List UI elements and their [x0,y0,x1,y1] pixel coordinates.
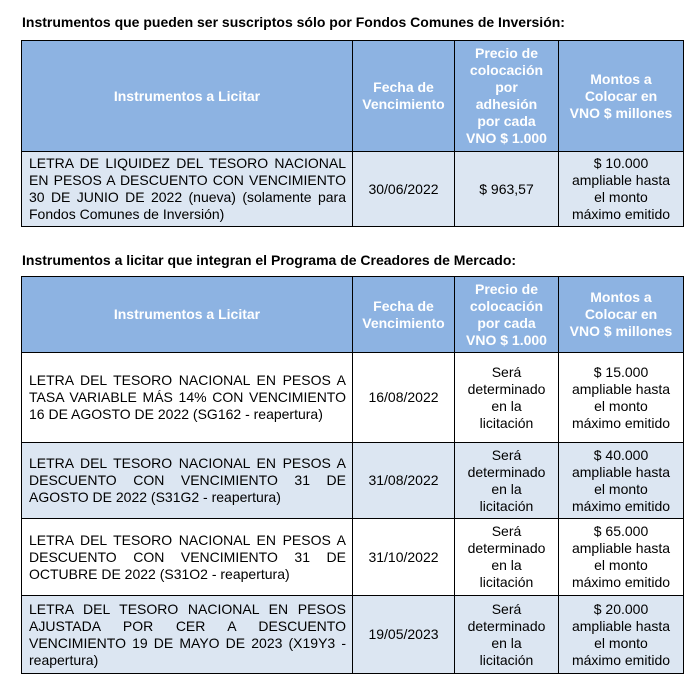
maturity-date: 16/08/2022 [353,353,455,443]
amount-line: máximo emitido [571,574,671,590]
placement-amount [559,519,684,596]
amount-line: el monto [594,634,648,651]
amount-line: ampliable hasta [571,540,671,556]
maturity-date: 30/06/2022 [353,152,455,227]
header-price-line: Precio de [474,280,539,297]
table-row [22,596,684,674]
header-price-line: Precio de [474,45,539,61]
maturity-date: 31/08/2022 [353,443,455,519]
placement-price [455,353,559,443]
header-amount-line: Montos a [590,289,652,305]
table-row [22,519,684,596]
placement-price [455,596,559,674]
amount-line: el monto [594,557,648,573]
table-header-row [22,41,684,152]
header-price-line: VNO $ 1.000 [466,331,547,348]
header-amount-line: Colocar en [584,87,658,104]
price-line: licitación [479,574,534,590]
price-line: determinado [467,380,546,397]
amount-line: el monto [594,397,648,414]
instrument-description: LETRA DEL TESORO NACIONAL EN PESOS A DESCUENTO CON VENCIMIENTO 31 DE AGOSTO DE 2022 (S31G2 - reapertura) [22,443,353,519]
header-price-line: por [495,79,518,95]
amount-line: $ 65.000 [593,523,649,539]
maturity-date: 31/10/2022 [353,519,455,596]
header-maturity-line: Fecha de [373,79,434,95]
header-amount-line: VNO $ millones [569,104,673,121]
price-line: determinado [467,540,546,556]
header-price-line: por cada [477,113,536,129]
amount-line: el monto [594,480,648,497]
header-maturity-line: Vencimiento [362,96,445,112]
instrument-description: LETRA DEL TESORO NACIONAL EN PESOS A TASA VARIABLE MÁS 14% CON VENCIMIENTO 16 DE AGOSTO DE 2022 (SG162 - reapertura) [22,353,353,443]
header-price-line: VNO $ 1.000 [466,130,547,146]
header-price-line: colocación [469,62,544,78]
header-maturity [353,277,455,353]
amount-line: $ 40.000 [593,446,649,463]
placement-price [455,443,559,519]
header-amount-line: VNO $ millones [569,323,673,339]
section1-title: Instrumentos que pueden ser suscriptos sólo por Fondos Comunes de Inversión: [22,14,565,30]
amount-line: $ 10.000 [593,155,649,171]
header-amount [559,41,684,152]
price-line: en la [491,397,522,414]
price-line: Será [491,523,522,539]
placement-amount [559,443,684,519]
price-line: Será [491,600,522,617]
market-makers-instruments-table [21,276,684,674]
header-maturity-line: Vencimiento [362,314,445,331]
maturity-date: 19/05/2023 [353,596,455,674]
header-instrument: Instrumentos a Licitar [22,277,353,353]
price-line: Será [491,363,522,380]
placement-amount [559,152,684,227]
header-amount-line: Montos a [590,70,652,87]
price-line: en la [491,634,522,651]
section2-title: Instrumentos a licitar que integran el Programa de Creadores de Mercado: [22,252,517,268]
placement-amount [559,353,684,443]
table-row [22,152,684,227]
placement-amount [559,596,684,674]
amount-line: ampliable hasta [571,617,671,634]
price-line: licitación [479,497,534,514]
placement-price [455,519,559,596]
header-amount [559,277,684,353]
amount-line: el monto [594,189,648,205]
header-amount-line: Colocar en [584,306,658,322]
header-maturity-line: Fecha de [373,297,434,314]
price-line: determinado [467,463,546,480]
price-line: en la [491,557,522,573]
amount-line: ampliable hasta [571,380,671,397]
header-price [455,277,559,353]
table-row [22,443,684,519]
instrument-description: LETRA DE LIQUIDEZ DEL TESORO NACIONAL EN PESOS A DESCUENTO CON VENCIMIENTO 30 DE JUNIO DE 2022 (nueva) (solamente para Fondos Comunes de Inversión) [22,152,353,227]
table-header-row [22,277,684,353]
price-line: en la [491,480,522,497]
amount-line: $ 15.000 [593,363,649,380]
price-line: licitación [479,651,534,668]
price-line: Será [491,446,522,463]
header-price-line: por cada [477,314,536,331]
header-price-line: adhesión [475,96,538,112]
placement-price: $ 963,57 [455,152,559,227]
instrument-description: LETRA DEL TESORO NACIONAL EN PESOS AJUSTADA POR CER A DESCUENTO VENCIMIENTO 19 DE MAYO DE 2023 (X19Y3 - reapertura) [22,596,353,674]
amount-line: ampliable hasta [571,172,671,188]
table-row [22,353,684,443]
amount-line: máximo emitido [571,414,671,431]
amount-line: máximo emitido [571,497,671,514]
amount-line: máximo emitido [571,651,671,668]
instrument-description: LETRA DEL TESORO NACIONAL EN PESOS A DESCUENTO CON VENCIMIENTO 31 DE OCTUBRE DE 2022 (S31O2 - reapertura) [22,519,353,596]
amount-line: máximo emitido [571,206,671,222]
amount-line: $ 20.000 [593,600,649,617]
header-price [455,41,559,152]
amount-line: ampliable hasta [571,463,671,480]
price-line: determinado [467,617,546,634]
header-maturity [353,41,455,152]
price-line: licitación [479,414,534,431]
header-price-line: colocación [469,297,544,314]
fci-instruments-table [21,40,684,227]
header-instrument: Instrumentos a Licitar [22,41,353,152]
